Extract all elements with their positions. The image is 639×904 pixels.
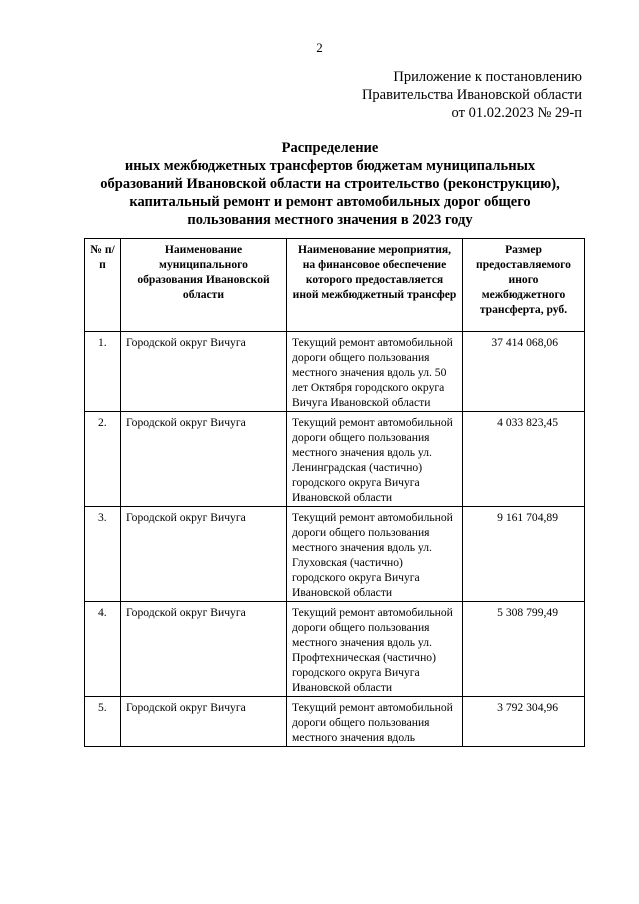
row-activity: Текущий ремонт автомобильной дороги общего пользования местного значения вдоль ул. Глуховская (частично) городского округа Вичуга Ивановской области [287, 507, 463, 602]
appendix-line: Правительства Ивановской области [361, 87, 582, 103]
row-number: 5. [85, 697, 121, 747]
row-activity: Текущий ремонт автомобильной дороги общего пользования местного значения вдоль ул. Профтехническая (частично) городского округа Вичуга Ивановской области [287, 602, 463, 697]
appendix-block [362, 68, 582, 122]
row-amount: 9 161 704,89 [463, 507, 585, 602]
row-number: 1. [85, 332, 121, 412]
table-row [85, 602, 585, 697]
row-municipality: Городской округ Вичуга [121, 602, 287, 697]
header-municipality: Наименование муниципального образования Ивановской области [121, 239, 287, 332]
appendix-line: от 01.02.2023 № 29-п [451, 105, 582, 121]
row-activity: Текущий ремонт автомобильной дороги общего пользования местного значения вдоль [287, 697, 463, 747]
row-activity: Текущий ремонт автомобильной дороги общего пользования местного значения вдоль ул. Ленинградская (частично) городского округа Вичуга Ивановской области [287, 412, 463, 507]
table-row [85, 412, 585, 507]
table-row [85, 507, 585, 602]
page-number: 2 [316, 40, 323, 55]
row-activity: Текущий ремонт автомобильной дороги общего пользования местного значения вдоль ул. 50 лет Октября городского округа Вичуга Ивановской области [287, 332, 463, 412]
row-municipality: Городской округ Вичуга [121, 697, 287, 747]
title-line: образований Ивановской области на строительство (реконструкцию), [100, 176, 560, 192]
table-row [85, 332, 585, 412]
document-title [80, 139, 580, 229]
allocation-table [84, 238, 585, 747]
row-amount: 37 414 068,06 [463, 332, 585, 412]
row-municipality: Городской округ Вичуга [121, 332, 287, 412]
table-header-row [85, 239, 585, 332]
row-municipality: Городской округ Вичуга [121, 507, 287, 602]
title-line: Распределение [281, 140, 379, 156]
row-amount: 5 308 799,49 [463, 602, 585, 697]
header-activity: Наименование мероприятия, на финансовое обеспечение которого предоставляется иной межбюджетный трансфер [287, 239, 463, 332]
row-amount: 3 792 304,96 [463, 697, 585, 747]
header-amount: Размер предоставляемого иного межбюджетного трансферта, руб. [463, 239, 585, 332]
header-number: № п/п [85, 239, 121, 332]
row-municipality: Городской округ Вичуга [121, 412, 287, 507]
appendix-line: Приложение к постановлению [393, 69, 582, 85]
row-number: 3. [85, 507, 121, 602]
row-amount: 4 033 823,45 [463, 412, 585, 507]
title-line: иных межбюджетных трансфертов бюджетам муниципальных [124, 158, 536, 174]
title-line: капитальный ремонт и ремонт автомобильных дорог общего [129, 194, 531, 210]
row-number: 4. [85, 602, 121, 697]
row-number: 2. [85, 412, 121, 507]
table-row [85, 697, 585, 747]
title-line: пользования местного значения в 2023 году [187, 212, 473, 228]
